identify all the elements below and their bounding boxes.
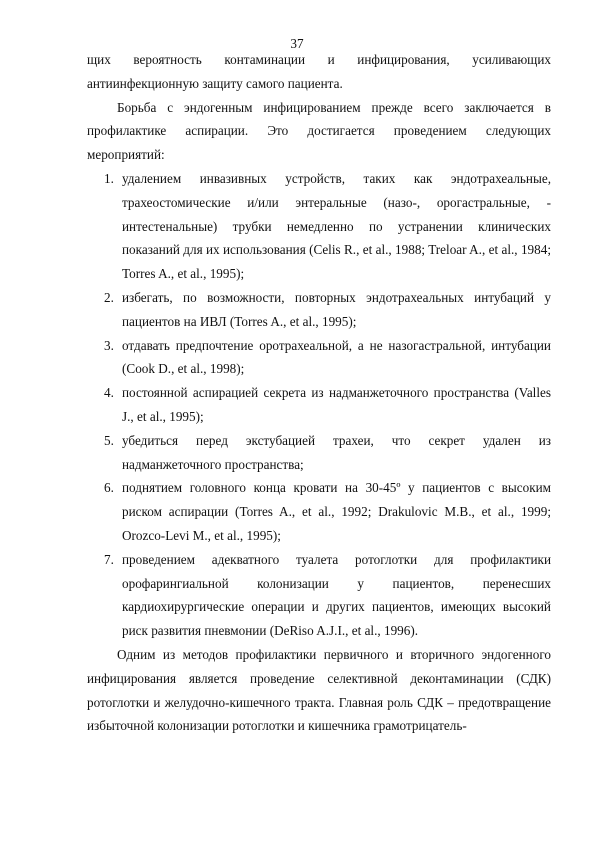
measure-item xyxy=(87,429,551,477)
measure-number: 6. xyxy=(104,480,114,496)
body-text xyxy=(87,48,551,738)
measure-number: 4. xyxy=(104,385,114,401)
measure-item xyxy=(87,334,551,382)
paragraph-intro-continuation: щих вероятность контаминации и инфицирования, усиливающих антиинфекционную защиту самого пациента. xyxy=(87,52,551,91)
measure-text: отдавать предпочтение оротрахеальной, а не назогастральной, интубации (Cook D., et al., 1998); xyxy=(122,337,551,377)
measure-number: 2. xyxy=(104,289,114,305)
measure-item xyxy=(87,548,551,643)
paragraph-prevention-lead: Борьба с эндогенным инфицированием прежде всего заключается в профилактике аспирации. Это достигается проведением следующих мероприятий: xyxy=(87,99,551,163)
measure-item xyxy=(87,286,551,334)
measure-text: поднятием головного конца кровати на 30-45º у пациентов с высоким риском аспирации (Torres A., et al., 1992; Drakulovic M.B., et al., 1999; Orozco-Levi M., et al., 1995); xyxy=(122,480,551,543)
measure-number: 5. xyxy=(104,432,114,448)
measure-text: избегать, по возможности, повторных эндотрахеальных интубаций у пациентов на ИВЛ (Torres A., et al., 1995); xyxy=(122,289,551,329)
measure-text: удалением инвазивных устройств, таких как эндотрахеальные, трахеостомические и/или энтеральные (назо-, орогастральные, - интестенальные) трубки немедленно по устранении клинических показаний для их использования (Celis R., et al., 1988; Treloar A., et al., 1984; Torres A., et al., 1995); xyxy=(122,170,551,282)
measures-list xyxy=(87,167,551,643)
measure-item xyxy=(87,167,551,286)
measure-text: проведением адекватного туалета ротоглотки для профилактики орофарингиальной колонизации у пациентов, перенесших кардиохирургические операции и других пациентов, имеющих высокий риск развития пневмонии (DeRiso A.J.I., et al., 1996). xyxy=(122,551,551,639)
measure-item xyxy=(87,381,551,429)
paragraph-sdk: Одним из методов профилактики первичного и вторичного эндогенного инфицирования является проведение селективной деконтаминации (СДК) ротоглотки и желудочно-кишечного тракта. Главная роль СДК – предотвращение избыточной колонизации ротоглотки и кишечника грамотрицатель- xyxy=(87,646,551,734)
page-number: 37 xyxy=(290,36,304,51)
measure-item xyxy=(87,476,551,547)
measure-text: убедиться перед экстубацией трахеи, что секрет удален из надманжеточного пространства; xyxy=(122,432,551,472)
measure-number: 3. xyxy=(104,337,114,353)
measure-number: 1. xyxy=(104,170,114,186)
measure-text: постоянной аспирацией секрета из надманжеточного пространства (Valles J., et al., 1995); xyxy=(122,385,551,424)
measure-number: 7. xyxy=(104,551,114,567)
